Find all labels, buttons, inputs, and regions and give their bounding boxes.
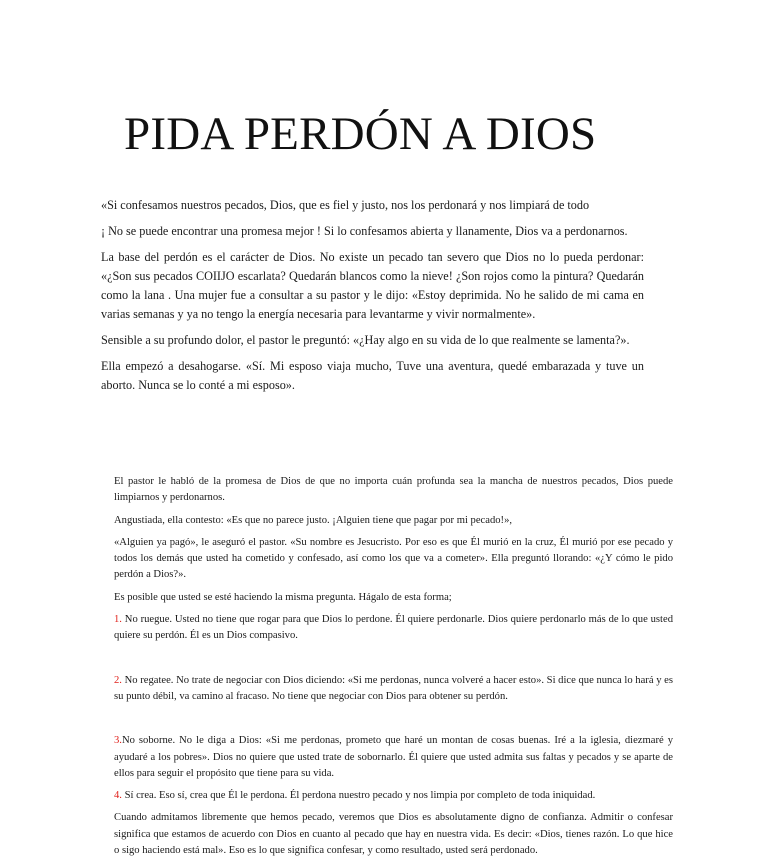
step-text: No soborne. No le diga a Dios: «Si me perdonas, prometo que haré un montan de cosas buenas. Iré a la iglesia, diezmaré y ayudaré a los pobres». Dios no quiere que usted trate de sobornarlo. Él quiere que usted admita sus faltas y pecados y se aparte de ellos para seguir el propósito que tiene para su vida. bbox=[114, 735, 673, 779]
step-text: Sí crea. Eso sí, crea que Él le perdona. Él perdona nuestro pecado y nos limpia por completo de toda iniquidad. bbox=[121, 790, 596, 802]
step-number: 3. bbox=[114, 735, 122, 747]
intro-paragraph: Ella empezó a desahogarse. «Sí. Mi esposo viaja mucho, Tuve una aventura, quedé embarazada y tuve un aborto. Nunca se lo conté a mi esposo». bbox=[101, 359, 644, 392]
intro-section bbox=[101, 196, 644, 402]
intro-paragraph: Sensible a su profundo dolor, el pastor le preguntó: «¿Hay algo en su vida de lo que realmente se lamenta?». bbox=[101, 333, 630, 347]
body-paragraph: El pastor le habló de la promesa de Dios de que no importa cuán profunda sea la mancha de nuestros pecados, Dios puede limpiarnos y perdonarnos. bbox=[114, 476, 673, 504]
body-paragraph: Es posible que usted se esté haciendo la misma pregunta. Hágalo de esta forma; bbox=[114, 591, 452, 603]
step-text: No regatee. No trate de negociar con Dios diciendo: «Si me perdonas, nunca volveré a hacer esto». Si dice que nunca lo hará y es su punto débil, va camino al fracaso. No tiene que negociar con Dios para obtener su perdón. bbox=[114, 674, 673, 702]
body-paragraph: «Alguien ya pagó», le aseguró el pastor. «Su nombre es Jesucristo. Por eso es que Él murió en la cruz, Él murió por ese pecado y todos los demás que usted ha cometido y confesado, así como los que va a cometer». Ella preguntó llorando: «¿Y cómo le pido perdón a Dios?». bbox=[114, 536, 673, 581]
closing-paragraph: Cuando admitamos libremente que hemos pecado, veremos que Dios es absolutamente digno de confianza. Admitir o confesar significa que estamos de acuerdo con Dios en cuanto al pecado que hay en nuestra vida. Es decir: «Dios, tienes razón. Lo que hice o sigo haciendo está mal». Eso es lo que significa confesar, y como resultado, usted será perdonado. bbox=[114, 812, 673, 857]
step-number: 4. bbox=[114, 790, 122, 802]
intro-paragraph: «Si confesamos nuestros pecados, Dios, que es fiel y justo, nos los perdonará y nos limpiará de todo bbox=[101, 198, 590, 212]
step-item bbox=[114, 673, 673, 706]
body-paragraph: Angustiada, ella contesto: «Es que no parece justo. ¡Alguien tiene que pagar por mi pecado!», bbox=[114, 514, 513, 526]
step-item bbox=[114, 733, 673, 782]
intro-paragraph: La base del perdón es el carácter de Dios. No existe un pecado tan severo que Dios no lo pueda perdonar: «¿Son sus pecados COIIJO escarlata? Quedarán blancos como la nieve! ¿Son rojos como la pintura? Quedarán como la lana . Una mujer fue a consultar a su pastor y le dijo: «Estoy deprimida. No he salido de mi cama en varias semanas y ya no tengo la energía necesaria para levantarme y vivir normalmente». bbox=[101, 250, 644, 321]
step-item bbox=[114, 788, 673, 804]
step-number: 1. bbox=[114, 614, 122, 626]
step-item bbox=[114, 612, 673, 645]
step-number: 2. bbox=[114, 674, 122, 686]
step-text: No ruegue. Usted no tiene que rogar para que Dios lo perdone. Él quiere perdonarle. Dios quiere perdonarlo más de lo que usted quiere su perdón. Él es un Dios compasivo. bbox=[114, 614, 673, 642]
intro-paragraph: ¡ No se puede encontrar una promesa mejor ! Si lo confesamos abierta y llanamente, Dios va a perdonarnos. bbox=[101, 224, 628, 238]
body-section bbox=[114, 474, 673, 865]
page-title: PIDA PERDÓN A DIOS bbox=[124, 108, 597, 160]
